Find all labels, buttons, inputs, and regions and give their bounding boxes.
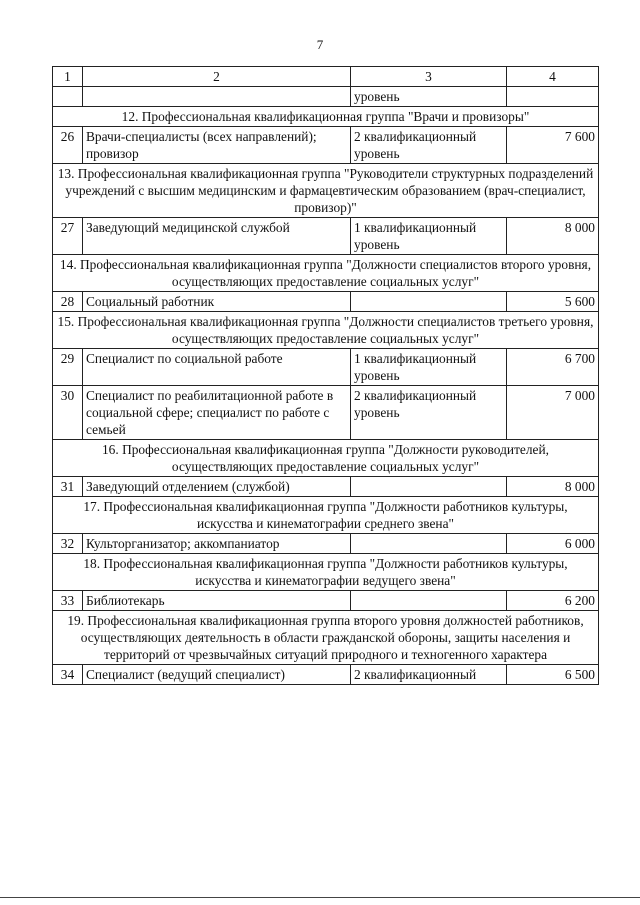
- table-row: [53, 386, 599, 440]
- salary-cell: 6 500: [507, 665, 599, 685]
- group-header-row: [53, 312, 599, 349]
- row-number: 34: [53, 665, 83, 685]
- header-col-4: 4: [507, 67, 599, 87]
- level-cell: 2 квалификационный уровень: [351, 127, 507, 164]
- table-row: [53, 292, 599, 312]
- table-row: [53, 127, 599, 164]
- row-number: 29: [53, 349, 83, 386]
- group-title: 12. Профессиональная квалификационная группа "Врачи и провизоры": [53, 107, 599, 127]
- salary-cell: 7 600: [507, 127, 599, 164]
- salary-cell: 6 700: [507, 349, 599, 386]
- level-cell: [351, 534, 507, 554]
- salary-table: [52, 66, 599, 685]
- table-row: [53, 665, 599, 685]
- group-header-row: [53, 164, 599, 218]
- group-title: 14. Профессиональная квалификационная группа "Должности специалистов второго уровня, осуществляющих предоставление социальных услуг": [53, 255, 599, 292]
- salary-cell: [507, 87, 599, 107]
- salary-cell: 5 600: [507, 292, 599, 312]
- row-number: 33: [53, 591, 83, 611]
- position-cell: Специалист (ведущий специалист): [83, 665, 351, 685]
- salary-cell: 8 000: [507, 477, 599, 497]
- position-cell: [83, 87, 351, 107]
- group-header-row: [53, 497, 599, 534]
- row-number: 27: [53, 218, 83, 255]
- group-title: 19. Профессиональная квалификационная группа второго уровня должностей работников, осуществляющих деятельность в области гражданской обороны, защиты населения и территорий от чрезвычайных ситуаций природного и техногенного характера: [53, 611, 599, 665]
- group-header-row: [53, 554, 599, 591]
- level-cell: [351, 292, 507, 312]
- level-cell: 2 квалификационный: [351, 665, 507, 685]
- table-row: [53, 218, 599, 255]
- group-title: 17. Профессиональная квалификационная группа "Должности работников культуры, искусства и кинематографии среднего звена": [53, 497, 599, 534]
- header-col-1: 1: [53, 67, 83, 87]
- level-cell: [351, 477, 507, 497]
- continuation-row: [53, 87, 599, 107]
- group-title: 15. Профессиональная квалификационная группа "Должности специалистов третьего уровня, осуществляющих предоставление социальных услуг": [53, 312, 599, 349]
- row-number: [53, 87, 83, 107]
- page-number: 7: [316, 37, 324, 52]
- position-cell: Заведующий отделением (службой): [83, 477, 351, 497]
- group-header-row: [53, 611, 599, 665]
- salary-cell: 6 200: [507, 591, 599, 611]
- table-row: [53, 477, 599, 497]
- position-cell: Врачи-специалисты (всех направлений); провизор: [83, 127, 351, 164]
- group-header-row: [53, 255, 599, 292]
- header-col-3: 3: [351, 67, 507, 87]
- level-cell: 1 квалификационный уровень: [351, 349, 507, 386]
- salary-cell: 6 000: [507, 534, 599, 554]
- level-cell: [351, 591, 507, 611]
- group-title: 18. Профессиональная квалификационная группа "Должности работников культуры, искусства и кинематографии ведущего звена": [53, 554, 599, 591]
- position-cell: Специалист по реабилитационной работе в социальной сфере; специалист по работе с семьей: [83, 386, 351, 440]
- row-number: 31: [53, 477, 83, 497]
- header-col-2: 2: [83, 67, 351, 87]
- position-cell: Специалист по социальной работе: [83, 349, 351, 386]
- salary-cell: 7 000: [507, 386, 599, 440]
- row-number: 32: [53, 534, 83, 554]
- salary-cell: 8 000: [507, 218, 599, 255]
- group-title: 13. Профессиональная квалификационная группа "Руководители структурных подразделений учреждений с высшим медицинским и фармацевтическим образованием (врач-специалист, провизор)": [53, 164, 599, 218]
- level-cell: уровень: [351, 87, 507, 107]
- position-cell: Библиотекарь: [83, 591, 351, 611]
- group-header-row: [53, 107, 599, 127]
- table-row: [53, 534, 599, 554]
- row-number: 30: [53, 386, 83, 440]
- row-number: 26: [53, 127, 83, 164]
- position-cell: Социальный работник: [83, 292, 351, 312]
- group-header-row: [53, 440, 599, 477]
- position-cell: Культорганизатор; аккомпаниатор: [83, 534, 351, 554]
- level-cell: 2 квалификационный уровень: [351, 386, 507, 440]
- header-row: [53, 67, 599, 87]
- position-cell: Заведующий медицинской службой: [83, 218, 351, 255]
- level-cell: 1 квалификационный уровень: [351, 218, 507, 255]
- table-row: [53, 591, 599, 611]
- group-title: 16. Профессиональная квалификационная группа "Должности руководителей, осуществляющих предоставление социальных услуг": [53, 440, 599, 477]
- table-row: [53, 349, 599, 386]
- page-bottom-edge: [0, 897, 640, 898]
- row-number: 28: [53, 292, 83, 312]
